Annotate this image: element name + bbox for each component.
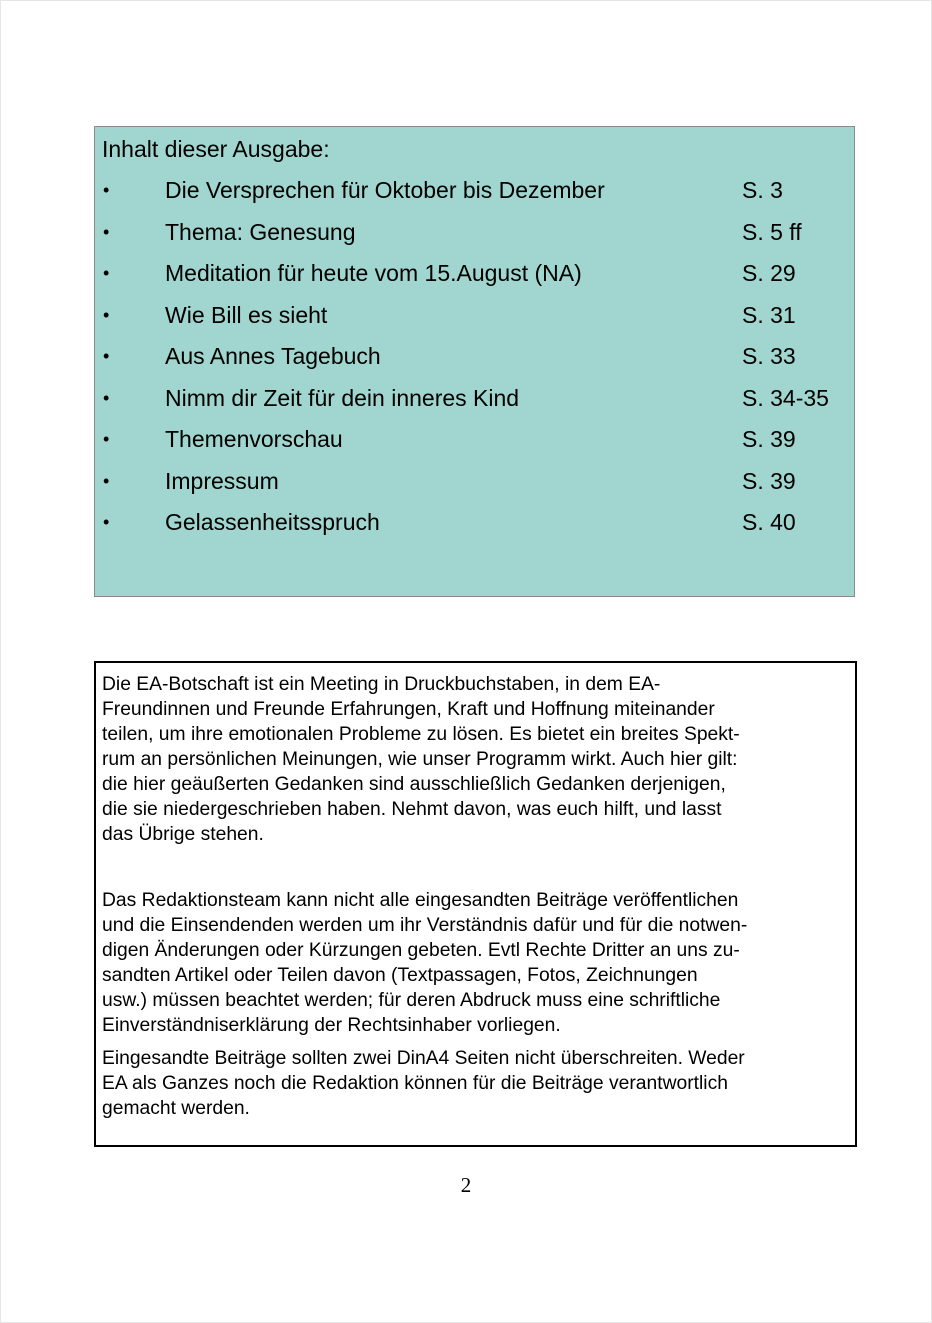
text-line: usw.) müssen beachtet werden; für deren Abdruck muss eine schriftliche — [102, 990, 721, 1011]
toc-item-title: Thema: Genesung — [165, 218, 356, 245]
toc-item-page: S. 34-35 — [742, 384, 829, 411]
toc-item-page: S. 5 ff — [742, 218, 802, 245]
toc-item-title: Gelassenheitsspruch — [165, 509, 380, 535]
toc-item-page: S. 3 — [742, 177, 783, 203]
disclaimer-box — [94, 661, 857, 1147]
bullet-icon: • — [103, 387, 110, 408]
toc-item-title: Themenvorschau — [165, 426, 343, 452]
text-line: Eingesandte Beiträge sollten zwei DinA4 Seiten nicht überschreiten. Weder — [102, 1048, 745, 1069]
text-line: Die EA-Botschaft ist ein Meeting in Druckbuchstaben, in dem EA- — [102, 674, 661, 695]
text-line: die hier geäußerten Gedanken sind ausschließlich Gedanken derjenigen, — [102, 774, 726, 795]
text-line: die sie niedergeschrieben haben. Nehmt davon, was euch hilft, und lasst — [102, 799, 722, 820]
toc-item — [95, 218, 854, 260]
toc-list — [95, 176, 854, 550]
toc-item — [95, 259, 854, 301]
toc-item — [95, 384, 854, 426]
text-line: digen Änderungen oder Kürzungen gebeten. Evtl Rechte Dritter an uns zu- — [102, 940, 740, 961]
toc-item-page: S. 39 — [742, 426, 796, 452]
toc-item — [95, 425, 854, 467]
toc-item — [95, 301, 854, 343]
text-line: Das Redaktionsteam kann nicht alle eingesandten Beiträge veröffentlichen — [102, 890, 739, 911]
page-number: 2 — [460, 1173, 472, 1197]
bullet-icon: • — [103, 429, 110, 449]
toc-item — [95, 176, 854, 218]
bullet-icon: • — [103, 221, 110, 242]
text-line: rum an persönlichen Meinungen, wie unser Programm wirkt. Auch hier gilt: — [102, 749, 738, 770]
toc-heading: Inhalt dieser Ausgabe: — [102, 136, 330, 162]
disclaimer-paragraph-1 — [102, 672, 740, 847]
text-line: Freundinnen und Freunde Erfahrungen, Kraft und Hoffnung miteinander — [102, 699, 715, 720]
toc-item-title: Aus Annes Tagebuch — [165, 343, 381, 369]
bullet-icon: • — [103, 470, 110, 491]
bullet-icon: • — [103, 263, 110, 283]
toc-item-page: S. 40 — [742, 509, 796, 535]
table-of-contents-box — [94, 126, 855, 597]
disclaimer-paragraph-3 — [102, 1046, 745, 1121]
toc-item-title: Nimm dir Zeit für dein inneres Kind — [165, 384, 520, 411]
text-line: gemacht werden. — [102, 1098, 250, 1119]
text-line: teilen, um ihre emotionalen Probleme zu lösen. Es bietet ein breites Spekt- — [102, 724, 740, 745]
toc-item-title: Wie Bill es sieht — [165, 301, 328, 328]
toc-item-page: S. 29 — [742, 260, 796, 286]
text-line: EA als Ganzes noch die Redaktion können für die Beiträge verantwortlich — [102, 1073, 728, 1094]
toc-item — [95, 342, 854, 384]
toc-item — [95, 508, 854, 550]
text-line: und die Einsendenden werden um ihr Verständnis dafür und für die notwen- — [102, 915, 748, 936]
text-line: das Übrige stehen. — [102, 824, 264, 845]
bullet-icon: • — [103, 180, 110, 200]
toc-item-page: S. 31 — [742, 301, 796, 328]
toc-item-page: S. 39 — [742, 467, 796, 494]
toc-item-title: Meditation für heute vom 15.August (NA) — [165, 260, 582, 286]
toc-item — [95, 467, 854, 509]
toc-item-title: Impressum — [165, 467, 279, 494]
bullet-icon: • — [103, 346, 110, 366]
bullet-icon: • — [103, 512, 110, 532]
toc-item-title: Die Versprechen für Oktober bis Dezember — [165, 177, 605, 203]
text-line: sandten Artikel oder Teilen davon (Textpassagen, Fotos, Zeichnungen — [102, 965, 698, 986]
disclaimer-paragraph-2 — [102, 888, 747, 1038]
text-line: Einverständniserklärung der Rechtsinhaber vorliegen. — [102, 1015, 561, 1036]
bullet-icon: • — [103, 304, 110, 325]
toc-item-page: S. 33 — [742, 343, 796, 369]
